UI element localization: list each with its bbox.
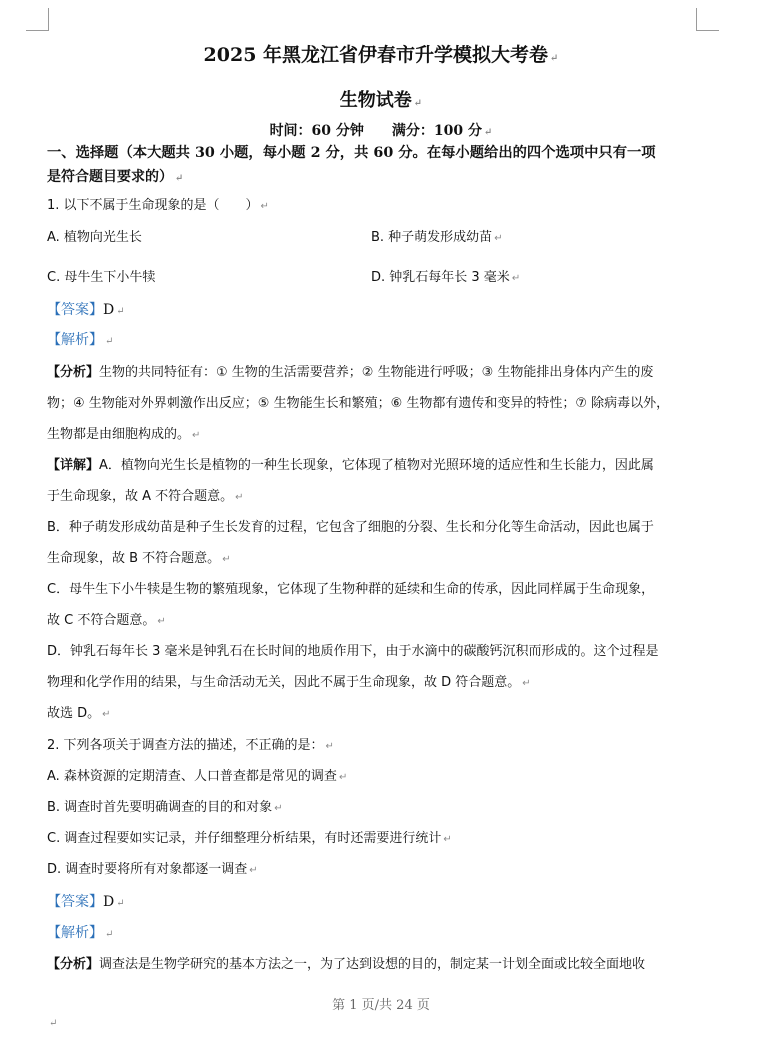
q1-answer: 【答案】D ↵ [47, 302, 125, 318]
q1-detail-line: C．母牛生下小牛犊是生物的繁殖现象，它体现了生物种群的延续和生命的传承，因此同样属于生命现象， [47, 582, 655, 597]
exam-time-info: 时间：60 分钟 满分：100 分 ↵ [269, 123, 493, 139]
crop-mark-top-right [696, 8, 719, 31]
q1-option-d: D. 钟乳石每年长 3 毫米 ↵ [371, 270, 521, 285]
q1-detail-line: B．种子萌发形成幼苗是种子生长发育的过程，它包含了细胞的分裂、生长和分化等生命活动，因此也属于 [47, 520, 654, 535]
q2-analysis-line: 【分析】调查法是生物学研究的基本方法之一，为了达到设想的目的，制定某一计划全面或比较全面地收 [47, 957, 646, 972]
section-heading-cont: 是符合题目要求的） ↵ [47, 169, 184, 185]
q1-jiexi-label: 【解析】 ↵ [47, 332, 114, 348]
q1-detail-line: 物理和化学作用的结果，与生命活动无关，因此不属于生命现象，故 D 符合题意。 ↵ [47, 675, 531, 690]
trailing-paragraph-mark: ↵ [49, 1018, 58, 1029]
q2-option-b: B. 调查时首先要明确调查的目的和对象 ↵ [47, 800, 283, 815]
q1-detail-line: 生命现象，故 B 不符合题意。 ↵ [47, 551, 231, 566]
page-number-footer: 第 1 页/共 24 页 [332, 998, 430, 1013]
q2-answer: 【答案】D ↵ [47, 894, 125, 910]
page-title: 2025 年黑龙江省伊春市升学模拟大考卷 ↵ [203, 44, 559, 66]
q2-option-a: A. 森林资源的定期清查、人口普查都是常见的调查 ↵ [47, 769, 348, 784]
q1-analysis-line: 物；④ 生物能对外界刺激作出反应；⑤ 生物能生长和繁殖；⑥ 生物都有遗传和变异的特性；⑦ 除病毒以外， [47, 396, 670, 411]
question-2-stem: 2. 下列各项关于调查方法的描述，不正确的是： ↵ [47, 738, 334, 753]
q1-analysis-line: 【分析】生物的共同特征有：① 生物的生活需要营养；② 生物能进行呼吸；③ 生物能排出身体内产生的废 [47, 365, 654, 380]
q1-detail-line: 故 C 不符合题意。 ↵ [47, 613, 166, 628]
q2-option-d: D. 调查时要将所有对象都逐一调查 ↵ [47, 862, 258, 877]
q1-detail-line: 于生命现象，故 A 不符合题意。 ↵ [47, 489, 244, 504]
page-subtitle: 生物试卷 ↵ [339, 90, 423, 111]
q1-option-b: B. 种子萌发形成幼苗 ↵ [371, 230, 503, 245]
question-1-stem: 1. 以下不属于生命现象的是（ ） ↵ [47, 198, 269, 213]
q1-option-c: C. 母牛生下小牛犊 [47, 270, 156, 285]
q1-conclusion: 故选 D。 ↵ [47, 706, 111, 721]
section-heading: 一、选择题（本大题共 30 小题，每小题 2 分，共 60 分。在每小题给出的四个选项中只有一项 [47, 145, 656, 161]
q2-option-c: C. 调查过程要如实记录，并仔细整理分析结果，有时还需要进行统计 ↵ [47, 831, 452, 846]
q1-detail-line: 【详解】A．植物向光生长是植物的一种生长现象，它体现了植物对光照环境的适应性和生长能力，因此属 [47, 458, 654, 473]
q1-analysis-line: 生物都是由细胞构成的。 ↵ [47, 427, 201, 442]
q1-detail-line: D．钟乳石每年长 3 毫米是钟乳石在长时间的地质作用下，由于水滴中的碳酸钙沉积而形成的。这个过程是 [47, 644, 659, 659]
crop-mark-top-left [26, 8, 49, 31]
q2-jiexi-label: 【解析】 ↵ [47, 925, 114, 941]
q1-option-a: A. 植物向光生长 [47, 230, 142, 245]
